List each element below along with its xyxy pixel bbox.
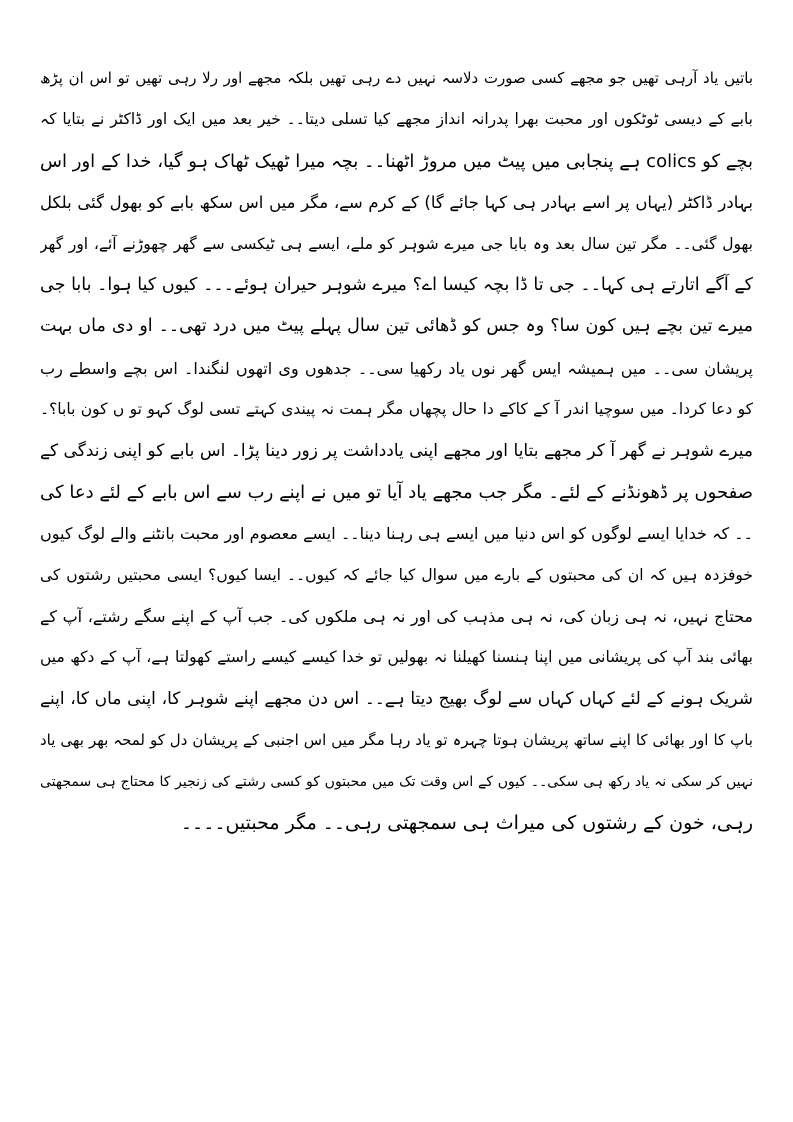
- text-line: میرے تین بچے ہیں کون سا؟ وہ جس کو ڈھائی تین سال پہلے پیٹ میں درد تھی۔۔ او دی ماں بہت: [40, 316, 753, 337]
- text-line: صفحوں پر ڈھونڈنے کے لئے۔ مگر جب مجھے یاد آیا تو میں نے اپنے رب سے اس بابے کے لئے دعا کی: [40, 481, 753, 503]
- text-line: کو دعا کردا۔ میں سوچیا اندر آ کے کاکے دا حال پچھاں مگر ہمت نہ پیندی کہتے تسی لوگ کہو تو ں کون بابا؟۔: [40, 400, 753, 419]
- text-line: باتیں یاد آرہی تھیں جو مجھے کسی صورت دلاسہ نہیں دے رہی تھیں بلکہ مجھے اور رلا رہی تھیں تو اس ان پڑھ: [40, 69, 753, 87]
- text-line: ۔۔ کہ خدایا ایسے لوگوں کو اس دنیا میں ایسے ہی رہنا دینا۔۔ ایسے معصوم اور محبت بانٹنے والے لوگ کیوں: [40, 524, 753, 544]
- urdu-text-body: [40, 58, 753, 844]
- text-line-last: رہی، خون کے رشتوں کی میراث ہی سمجھتی رہی۔۔ مگر محبتیں۔۔۔۔: [180, 812, 753, 835]
- text-line: بھول گئی۔۔ مگر تین سال بعد وہ بابا جی میرے شوہر کو ملے، ایسے ہی ٹیکسی سے گھر چھوڑنے آئے، اور گھر: [40, 234, 753, 253]
- text-line: شریک ہونے کے لئے کہاں کہاں سے لوگ بھیج دیتا ہے۔۔ اس دن مجھے اپنے شوہر کا، اپنی ماں کا، اپنے: [40, 688, 753, 709]
- text-line: خوفزدہ ہیں کہ ان کی محبتوں کے بارے میں سوال کیا جائے کہ کیوں۔۔ ایسا کیوں؟ ایسی محبتیں رشتوں کی: [40, 565, 753, 584]
- text-line: میرے شوہر نے گھر آ کر مجھے بتایا اور مجھے اپنی یادداشت پر زور دینا پڑا۔ اس بابے کو اپنی زندگی کے: [40, 440, 753, 461]
- text-line: باپ کا اور بھائی کا اپنے ساتھ پریشان ہوتا چہرہ تو یاد رہا مگر میں اس اجنبی کے پریشان دل کو لمحہ بھر بھی یاد: [40, 731, 753, 750]
- text-line: بابے کے دیسی ٹوٹکوں اور محبت بھرا پدرانہ انداز مجھے کیا تسلی دیتا۔۔ خیر بعد میں ایک اور ڈاکٹر نے بتایا کہ: [40, 110, 753, 129]
- text-line: پریشان سی۔۔ میں ہمیشہ ایس گھر نوں یاد رکھیا سی۔۔ جدھوں وی اتھوں لنگندا۔ اس بچے واسطے رب: [40, 358, 753, 378]
- text-line: کے آگے اتارتے ہی کہا۔۔ جی تا ڈا بچہ کیسا اے؟ میرے شوہر حیران ہوئے۔۔۔ کیوں کیا ہوا۔ بابا جی: [40, 274, 753, 295]
- text-line: بھائی بند آپ کی پریشانی میں اپنا ہنسنا کھیلنا نہ بھولیں تو خدا کیسے کیسے راستے کھولتا ہے، آپ کے دکھ میں: [40, 648, 753, 667]
- text-line: بچے کو colics ہے پنجابی میں پیٹ میں مروڑ اٹھنا۔۔ بچہ میرا ٹھیک ٹھاک ہو گیا، خدا کے اور اس: [40, 150, 753, 172]
- text-line: بہادر ڈاکٹر (یہاں پر اسے بہادر ہی کہا جائے گا) کے کرم سے، مگر میں اس سکھ بابے کو بھول گئی بلکل: [40, 193, 753, 213]
- text-line: نہیں کر سکی نہ یاد رکھ ہی سکی۔۔ کیوں کے اس وقت تک میں محبتوں کو کسی رشتے کی زنجیر کا محتاج ہی سمجھتی: [40, 773, 753, 790]
- text-line: محتاج نہیں، نہ ہی زبان کی، نہ ہی مذہب کی اور نہ ہی ملکوں کی۔ جب آپ کے اپنے سگے رشتے، آپ کے: [40, 607, 753, 627]
